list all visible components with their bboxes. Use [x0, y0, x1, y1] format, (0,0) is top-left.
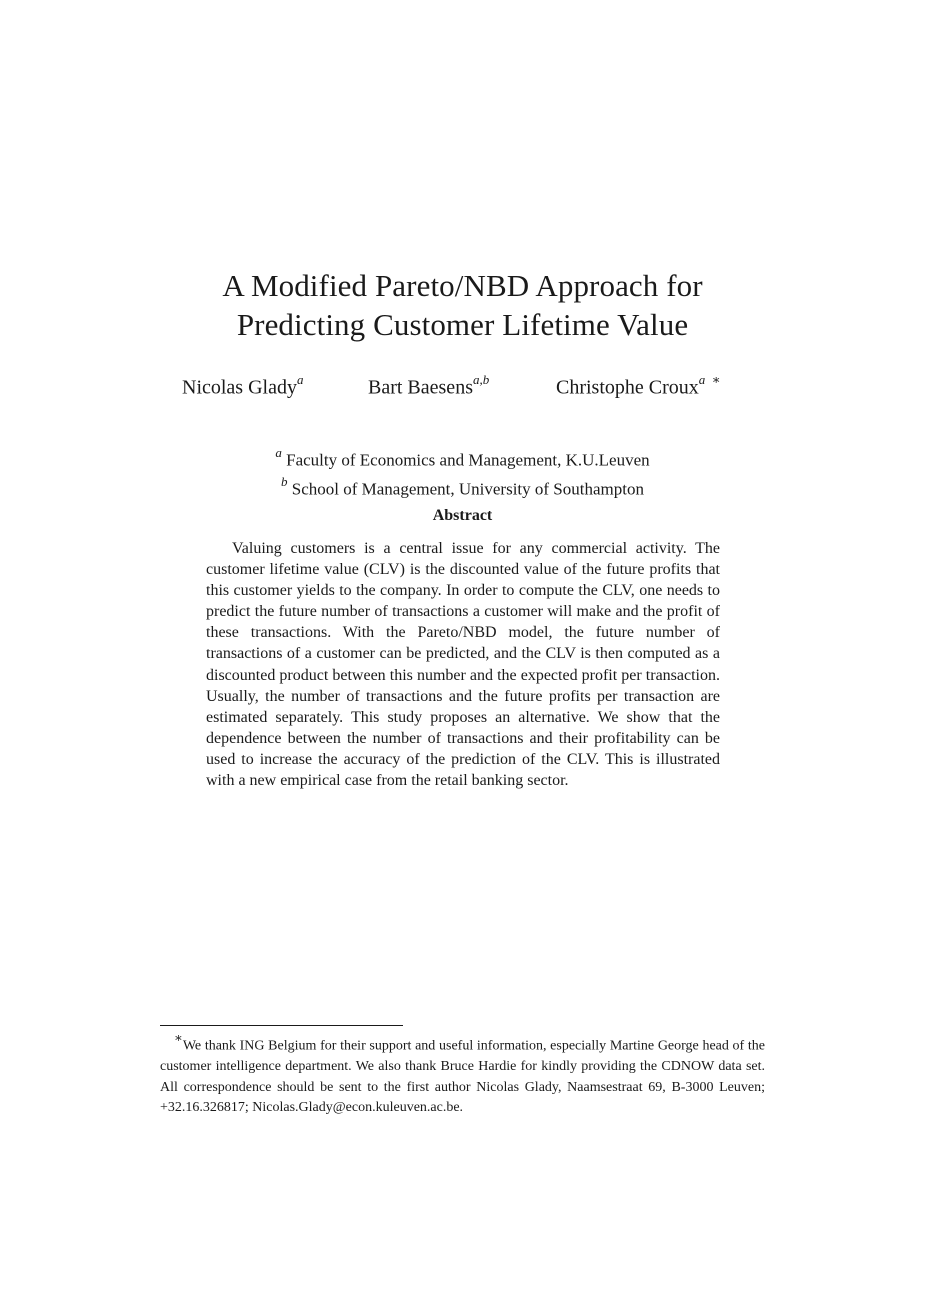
author-affil-mark: a,b: [472, 372, 490, 387]
author-glady: Nicolas Glady$^a$: [182, 372, 304, 399]
title-line-2: Predicting Customer Lifetime Value: [236, 307, 689, 342]
paper-title: [0, 266, 925, 344]
author-affil-mark: a: [296, 372, 304, 387]
affiliations: [0, 443, 925, 500]
title-line-1: A Modified Pareto/NBD Approach for: [222, 268, 703, 303]
abstract-text: Valuing customers is a central issue for any commercial activity. The customer lifetime value (CLV) is the discounted value of the future profits that this customer yields to the company. In order to compute the CLV, one needs to predict the future number of transactions a customer will make and the profit of these transactions. With the Pareto/NBD model, the future number of transactions of a customer can be predicted, and the CLV is then computed as a discounted product between this number and the expected profit per transaction. Usually, the number of transactions and the future profits per transaction are estimated separately. This study proposes an alternative. We show that the dependence between the number of transactions and their profitability can be used to increase the accuracy of the prediction of the CLV. This is illustrated with a new empirical case from the retail banking sector.: [206, 540, 720, 790]
footnote-rule: [160, 1025, 403, 1026]
author-baesens: Bart Baesens$^{a,b}$: [368, 372, 490, 399]
affiliation-a: $^a$ Faculty of Economics and Management, K.U.Leuven: [275, 445, 650, 470]
abstract-heading: Abstract: [432, 507, 493, 524]
footnote-text: We thank ING Belgium for their support and useful information, especially Martine George head of the customer intelligence department. We also thank Bruce Hardie for kindly providing the CDNOW data set. All correspondence should be sent to the first author Nicolas Glady, Naamsestraat 69, B-3000 Leuven; +32.16.326817; Nicolas.Glady@econ.kuleuven.ac.be.: [160, 1038, 765, 1116]
author-affil-mark: a ∗: [698, 372, 721, 387]
footnote: [160, 1030, 765, 1119]
affiliation-b: $^b$ School of Management, University of Southampton: [281, 473, 644, 499]
footnote-mark: ∗: [174, 1030, 183, 1045]
author-croux: Christophe Croux$^{a ∗}$: [556, 372, 721, 399]
